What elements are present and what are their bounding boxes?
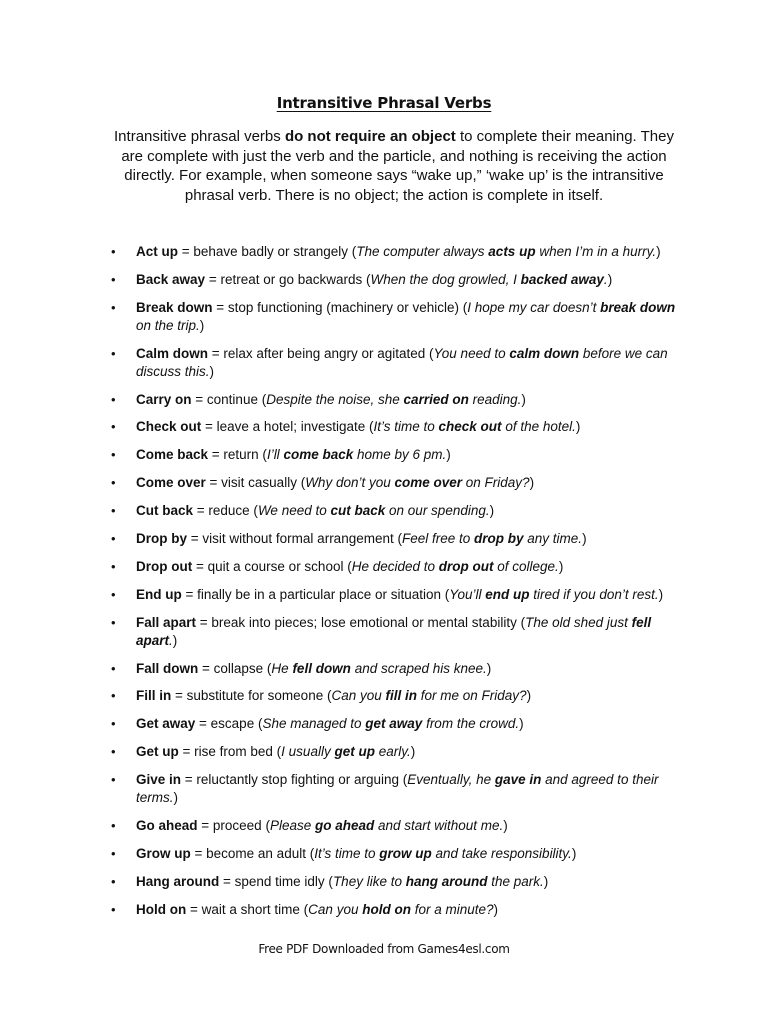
bullet-icon: • bbox=[111, 688, 116, 704]
example-text-end: any time. bbox=[523, 531, 583, 547]
definition-text: = collapse ( bbox=[198, 660, 272, 676]
phrasal-verb-term: Drop by bbox=[136, 531, 188, 547]
bullet-icon: • bbox=[111, 586, 116, 602]
phrasal-verb-term: Give in bbox=[136, 772, 182, 788]
phrasal-verb-term: Hold on bbox=[136, 901, 187, 917]
bullet-icon: • bbox=[111, 391, 116, 407]
example-sentence bbox=[262, 716, 519, 731]
example-text-end: tired if you don’t rest. bbox=[529, 586, 659, 602]
example-phrasal-verb: come back bbox=[283, 447, 354, 463]
example-text-start: It’s time to bbox=[314, 845, 380, 861]
list-item bbox=[0, 614, 768, 650]
example-phrasal-verb: check out bbox=[438, 419, 502, 435]
phrasal-verb-term: Cut back bbox=[136, 503, 194, 519]
closing-paren: ) bbox=[519, 716, 524, 732]
closing-paren: ) bbox=[486, 660, 492, 676]
list-item bbox=[0, 530, 768, 548]
intro-text-end: to complete their meaning. They are complete with just the verb and the particle, and nothing is receiving the action directly. For example, when someone says “wake up,” ‘wake up’ is the intransitive phrasal verb. There is no object; the action is complete in itself. bbox=[121, 128, 674, 204]
example-text-start: They like to bbox=[332, 873, 406, 889]
example-phrasal-verb: drop by bbox=[474, 531, 524, 547]
example-sentence bbox=[270, 818, 503, 833]
definition-text: = quit a course or school ( bbox=[192, 558, 352, 574]
definition-text: = visit without formal arrangement ( bbox=[187, 531, 402, 547]
closing-paren: ) bbox=[493, 901, 498, 917]
phrasal-verb-term: Act up bbox=[136, 244, 178, 259]
intro-emphasis: do not require an object bbox=[284, 128, 456, 145]
definition-text: = finally be in a particular place or situation ( bbox=[181, 586, 450, 602]
example-phrasal-verb: break down bbox=[600, 299, 676, 315]
phrasal-verb-term: Check out bbox=[136, 419, 202, 435]
example-text-end: on our spending. bbox=[385, 503, 490, 519]
example-sentence bbox=[308, 902, 493, 917]
example-text-end: when I’m in a hurry. bbox=[535, 244, 657, 259]
phrasal-verb-term: Come over bbox=[136, 475, 206, 491]
bullet-icon: • bbox=[111, 503, 116, 519]
example-sentence bbox=[267, 447, 446, 462]
example-text-start: It’s time to bbox=[373, 419, 439, 435]
bullet-icon: • bbox=[111, 845, 116, 861]
bullet-icon: • bbox=[111, 475, 116, 491]
closing-paren: ) bbox=[558, 558, 564, 574]
example-phrasal-verb: fill in bbox=[385, 688, 418, 704]
example-phrasal-verb: cut back bbox=[330, 503, 386, 519]
list-item bbox=[0, 446, 768, 464]
closing-paren: ) bbox=[521, 391, 526, 407]
list-item bbox=[0, 817, 768, 835]
phrasal-verb-term: Fall apart bbox=[136, 614, 197, 630]
definition-text: = substitute for someone ( bbox=[171, 688, 332, 704]
definition-text: = rise from bed ( bbox=[178, 744, 282, 760]
bullet-icon: • bbox=[111, 744, 116, 760]
example-sentence bbox=[305, 475, 529, 490]
example-text-start: You need to bbox=[433, 345, 510, 361]
bullet-icon: • bbox=[111, 873, 116, 889]
bullet-icon: • bbox=[111, 901, 116, 917]
example-text-start: Can you bbox=[308, 901, 363, 917]
example-phrasal-verb: hang around bbox=[405, 873, 488, 889]
example-text-end: before we can discuss this. bbox=[136, 345, 668, 379]
closing-paren: ) bbox=[173, 790, 179, 806]
definition-text: = retreat or go backwards ( bbox=[205, 271, 371, 287]
phrasal-verb-term: Grow up bbox=[136, 845, 191, 861]
definition-text: = behave badly or strangely ( bbox=[178, 244, 357, 259]
phrasal-verb-term: Hang around bbox=[136, 873, 220, 889]
closing-paren: ) bbox=[526, 688, 532, 704]
closing-paren: ) bbox=[199, 317, 205, 333]
closing-paren: ) bbox=[209, 363, 215, 379]
list-item bbox=[0, 418, 768, 436]
definition-text: = stop functioning (machinery or vehicle) ( bbox=[212, 299, 468, 315]
example-phrasal-verb: get up bbox=[334, 744, 375, 760]
example-text-start: Please bbox=[269, 818, 315, 834]
definition-text: = reluctantly stop fighting or arguing ( bbox=[181, 772, 408, 788]
bullet-icon: • bbox=[111, 447, 116, 463]
example-phrasal-verb: drop out bbox=[438, 558, 494, 574]
example-phrasal-verb: hold on bbox=[362, 901, 411, 917]
example-text-start: When the dog growled, I bbox=[370, 271, 521, 287]
definition-text: = proceed ( bbox=[197, 818, 270, 834]
list-item bbox=[0, 873, 768, 891]
example-phrasal-verb: grow up bbox=[379, 845, 432, 861]
definition-text: = return ( bbox=[208, 447, 267, 463]
bullet-icon: • bbox=[111, 531, 116, 547]
phrasal-verb-term: Back away bbox=[136, 271, 206, 287]
phrasal-verb-term: Carry on bbox=[136, 391, 192, 407]
definition-text: = continue ( bbox=[191, 391, 267, 407]
example-text-end: for me on Friday? bbox=[417, 688, 527, 704]
example-sentence bbox=[449, 587, 658, 602]
phrasal-verb-term: Come back bbox=[136, 447, 209, 463]
bullet-icon: • bbox=[111, 419, 116, 435]
list-item bbox=[0, 660, 768, 678]
list-item bbox=[0, 771, 768, 807]
example-text-start: Eventually, he bbox=[407, 772, 495, 788]
example-text-end: and agreed to their terms. bbox=[136, 772, 659, 806]
example-sentence bbox=[271, 661, 486, 676]
example-phrasal-verb: backed away bbox=[520, 271, 604, 287]
closing-paren: ) bbox=[575, 419, 581, 435]
phrasal-verb-term: Fill in bbox=[136, 688, 172, 704]
definition-text: = leave a hotel; investigate ( bbox=[201, 419, 374, 435]
list-item bbox=[0, 715, 768, 733]
example-sentence bbox=[374, 419, 576, 434]
list-item bbox=[0, 243, 768, 261]
example-sentence bbox=[258, 503, 490, 518]
bullet-icon: • bbox=[111, 614, 116, 630]
example-sentence bbox=[266, 392, 521, 407]
example-sentence bbox=[371, 272, 608, 287]
example-text-start: Can you bbox=[331, 688, 386, 704]
example-text-end: and take responsibility. bbox=[431, 845, 572, 861]
example-text-start: You’ll bbox=[449, 586, 486, 602]
example-text-start: He bbox=[271, 660, 293, 676]
closing-paren: ) bbox=[571, 845, 577, 861]
bullet-icon: • bbox=[111, 558, 116, 574]
example-text-start: The computer always bbox=[356, 244, 489, 259]
definition-text: = break into pieces; lose emotional or mental stability ( bbox=[196, 614, 526, 630]
example-text-end: reading. bbox=[468, 391, 522, 407]
closing-paren: ) bbox=[658, 586, 664, 602]
example-sentence bbox=[352, 559, 559, 574]
example-text-start: I usually bbox=[281, 744, 335, 760]
example-text-end: . bbox=[603, 271, 608, 287]
list-item bbox=[0, 845, 768, 863]
example-text-start: The old shed just bbox=[525, 614, 632, 630]
closing-paren: ) bbox=[656, 244, 661, 259]
example-text-start: I hope my car doesn’t bbox=[467, 299, 601, 315]
list-item bbox=[0, 586, 768, 604]
list-item bbox=[0, 271, 768, 289]
example-text-end: of college. bbox=[493, 558, 559, 574]
list-item bbox=[0, 391, 768, 409]
list-item bbox=[0, 502, 768, 520]
closing-paren: ) bbox=[607, 271, 613, 287]
list-item bbox=[0, 743, 768, 761]
bullet-icon: • bbox=[111, 345, 116, 361]
phrasal-verb-term: Go ahead bbox=[136, 818, 198, 834]
page-title: Intransitive Phrasal Verbs bbox=[276, 94, 492, 112]
example-text-end: and start without me. bbox=[374, 818, 504, 834]
example-text-end: from the crowd. bbox=[422, 716, 520, 732]
phrasal-verb-term: Fall down bbox=[136, 660, 199, 676]
closing-paren: ) bbox=[543, 873, 549, 889]
example-text-end: and scraped his knee. bbox=[350, 660, 487, 676]
example-sentence bbox=[356, 244, 656, 259]
phrasal-verb-term: End up bbox=[136, 586, 182, 602]
definition-text: = escape ( bbox=[195, 716, 263, 732]
example-text-start: I’ll bbox=[266, 447, 284, 463]
example-sentence bbox=[402, 531, 582, 546]
list-item bbox=[0, 345, 768, 381]
example-text-start: Why don’t you bbox=[305, 475, 395, 491]
closing-paren: ) bbox=[582, 531, 587, 547]
example-phrasal-verb: gave in bbox=[494, 772, 542, 788]
example-sentence bbox=[314, 846, 572, 861]
example-text-end: on Friday? bbox=[462, 475, 530, 491]
example-text-start: She managed to bbox=[262, 716, 366, 732]
example-text-start: Despite the noise, she bbox=[266, 391, 404, 407]
phrasal-verb-list bbox=[0, 243, 768, 929]
example-phrasal-verb: end up bbox=[485, 586, 530, 602]
bullet-icon: • bbox=[111, 716, 116, 732]
example-text-start: He decided to bbox=[351, 558, 439, 574]
example-phrasal-verb: acts up bbox=[488, 244, 536, 259]
example-text-end: the park. bbox=[487, 873, 544, 889]
example-sentence bbox=[331, 688, 526, 703]
example-text-end: on the trip. bbox=[136, 317, 200, 333]
example-phrasal-verb: carried on bbox=[403, 391, 469, 407]
bullet-icon: • bbox=[111, 244, 116, 259]
definition-text: = relax after being angry or agitated ( bbox=[208, 345, 434, 361]
example-phrasal-verb: fell apart bbox=[136, 614, 652, 648]
closing-paren: ) bbox=[529, 475, 535, 491]
list-item bbox=[0, 474, 768, 492]
footer-credit: Free PDF Downloaded from Games4esl.com bbox=[258, 942, 510, 956]
phrasal-verb-term: Break down bbox=[136, 299, 213, 315]
definition-text: = become an adult ( bbox=[190, 845, 315, 861]
example-sentence bbox=[281, 744, 411, 759]
intro-paragraph bbox=[105, 127, 683, 205]
bullet-icon: • bbox=[111, 818, 116, 834]
example-text-end: . bbox=[169, 632, 173, 648]
example-text-end: of the hotel. bbox=[501, 419, 576, 435]
list-item bbox=[0, 687, 768, 705]
example-sentence bbox=[333, 874, 544, 889]
closing-paren: ) bbox=[489, 503, 495, 519]
list-item bbox=[0, 299, 768, 335]
definition-text: = spend time idly ( bbox=[219, 873, 333, 889]
example-phrasal-verb: go ahead bbox=[314, 818, 375, 834]
bullet-icon: • bbox=[111, 271, 116, 287]
bullet-icon: • bbox=[111, 660, 116, 676]
example-phrasal-verb: calm down bbox=[509, 345, 580, 361]
list-item bbox=[0, 901, 768, 919]
list-item bbox=[0, 558, 768, 576]
example-phrasal-verb: come over bbox=[394, 475, 463, 491]
example-text-end: for a minute? bbox=[410, 901, 494, 917]
closing-paren: ) bbox=[172, 632, 178, 648]
phrasal-verb-term: Drop out bbox=[136, 558, 193, 574]
closing-paren: ) bbox=[446, 447, 451, 463]
example-phrasal-verb: get away bbox=[365, 716, 423, 732]
bullet-icon: • bbox=[111, 299, 116, 315]
example-text-start: We need to bbox=[257, 503, 331, 519]
example-text-end: home by 6 pm. bbox=[353, 447, 447, 463]
closing-paren: ) bbox=[410, 744, 416, 760]
example-text-end: early. bbox=[374, 744, 411, 760]
bullet-icon: • bbox=[111, 772, 116, 788]
phrasal-verb-term: Get up bbox=[136, 744, 179, 760]
definition-text: = reduce ( bbox=[193, 503, 258, 519]
closing-paren: ) bbox=[503, 818, 508, 834]
phrasal-verb-term: Get away bbox=[136, 716, 196, 732]
example-phrasal-verb: fell down bbox=[292, 660, 351, 676]
intro-text-start: Intransitive phrasal verbs bbox=[114, 128, 285, 145]
definition-text: = wait a short time ( bbox=[186, 901, 309, 917]
example-text-start: Feel free to bbox=[401, 531, 475, 547]
definition-text: = visit casually ( bbox=[205, 475, 306, 491]
phrasal-verb-term: Calm down bbox=[136, 345, 209, 361]
